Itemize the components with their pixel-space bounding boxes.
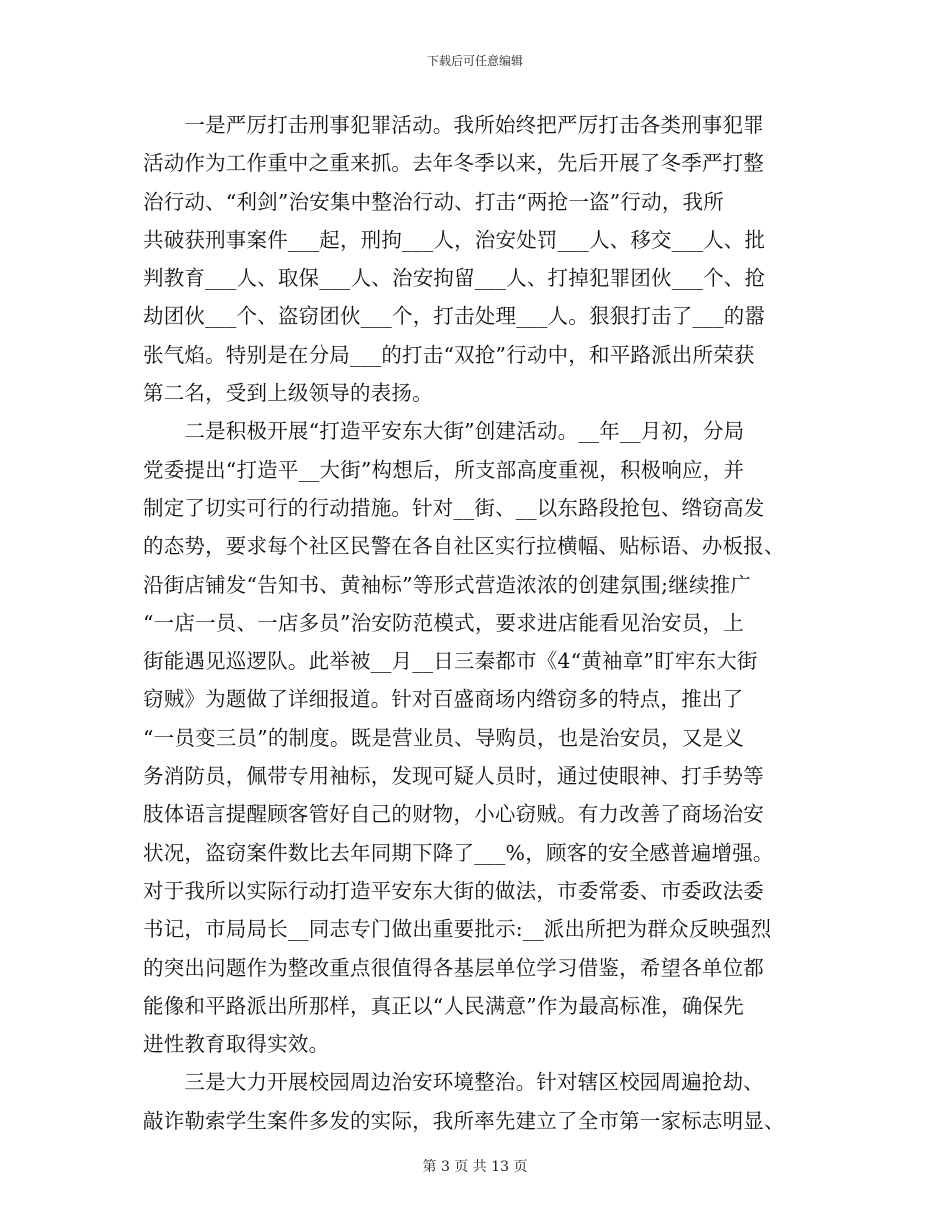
page-header: 下载后可任意编辑 xyxy=(426,54,523,68)
text-line: 劫团伙___个、盗窃团伙___个，打击处理___人。狠狠打击了___的嚣 xyxy=(143,304,766,329)
text-line: 沿街店铺发“告知书、黄袖标”等形式营造浓浓的创建氛围;继续推广 xyxy=(143,572,752,597)
text-line: 状况，盗窃案件数比去年同期下降了___%，顾客的安全感普遍增强。 xyxy=(143,840,774,865)
text-line: 进性教育取得实效。 xyxy=(143,1032,330,1057)
page-number-footer: 第 3 页 共 13 页 xyxy=(422,1159,528,1175)
text-line: 判教育___人、取保___人、治安拘留___人、打掉犯罪团伙___个、抢 xyxy=(143,266,766,291)
paragraph-3 xyxy=(143,1063,808,1140)
text-line: 肢体语言提醒顾客管好自己的财物，小心窃贼。有力改善了商场治安 xyxy=(143,802,764,827)
text-line: 治行动、“利剑”治安集中整治行动、打击“两抢一盗”行动，我所 xyxy=(143,189,724,214)
text-line: 能像和平路派出所那样，真正以“人民满意”作为最高标准，确保先 xyxy=(143,993,744,1018)
text-line: 的突出问题作为整改重点很值得各基层单位学习借鉴，希望各单位都 xyxy=(143,955,764,980)
paragraph-1 xyxy=(143,106,808,412)
text-line: 对于我所以实际行动打造平安东大街的做法，市委常委、市委政法委 xyxy=(143,878,764,903)
text-line: 敲诈勒索学生案件多发的实际，我所率先建立了全市第一家标志明显、 xyxy=(143,1108,785,1133)
text-line: 街能遇见巡逻队。此举被__月__日三秦都市《4“黄袖章”盯牢东大街 xyxy=(143,649,758,674)
document-body xyxy=(143,106,808,1140)
text-line: 一是严厉打击刑事犯罪活动。我所始终把严厉打击各类刑事犯罪 xyxy=(143,113,764,137)
text-line: 务消防员，佩带专用袖标，发现可疑人员时，通过使眼神、打手势等 xyxy=(143,764,764,789)
text-line: 三是大力开展校园周边治安环境整治。针对辖区校园周遍抢劫、 xyxy=(143,1070,764,1095)
text-line: 张气焰。特别是在分局___的打击“双抢”行动中，和平路派出所荣获 xyxy=(143,342,755,367)
text-line: 二是积极开展“打造平安东大街”创建活动。__年__月初，分局 xyxy=(143,419,745,444)
text-line: 党委提出“打造平__大街”构想后，所支部高度重视，积极响应，并 xyxy=(143,457,745,482)
text-line: “一店一员、一店多员”治安防范模式，要求进店能看见治安员，上 xyxy=(143,610,744,635)
text-line: “一员变三员”的制度。既是营业员、导购员，也是治安员，又是义 xyxy=(143,725,744,750)
paragraph-2 xyxy=(143,412,808,1063)
text-line: 活动作为工作重中之重来抓。去年冬季以来，先后开展了冬季严打整 xyxy=(143,151,764,176)
text-line: 书记，市局局长__同志专门做出重要批示:__派出所把为群众反映强烈 xyxy=(143,917,772,942)
text-line: 窃贼》为题做了详细报道。针对百盛商场内绺窃多的特点，推出了 xyxy=(143,687,744,712)
text-line: 共破获刑事案件___起，刑拘___人，治安处罚___人、移交___人、批 xyxy=(143,227,766,252)
text-line: 制定了切实可行的行动措施。针对__街、__以东路段抢包、绺窃高发 xyxy=(143,495,765,520)
text-line: 的态势，要求每个社区民警在各自社区实行拉横幅、贴标语、办板报、 xyxy=(143,534,785,559)
text-line: 第二名，受到上级领导的表扬。 xyxy=(143,381,433,406)
